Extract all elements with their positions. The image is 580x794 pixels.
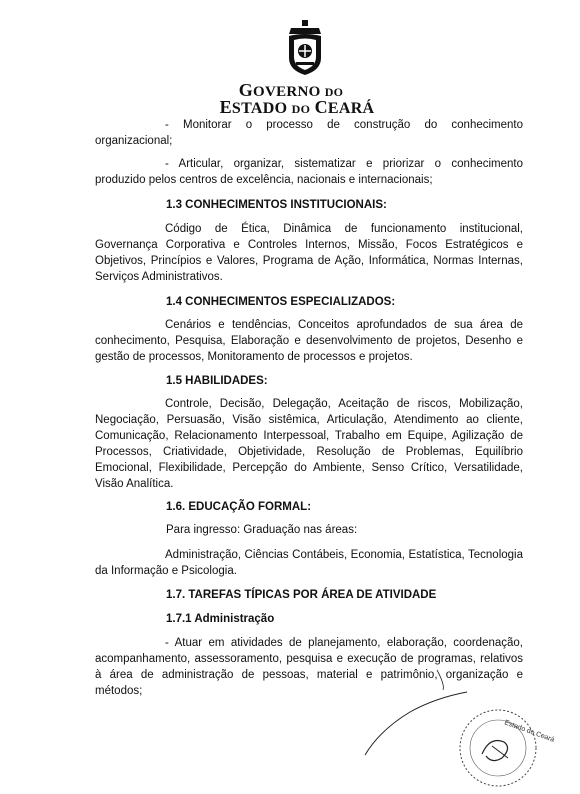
paragraph-articulate: - Articular, organizar, sistematizar e priorizar o conhecimento produzido pelos centros de excelência, nacionais e internacionais; xyxy=(95,158,523,186)
paragraph-skills: Controle, Decisão, Delegação, Aceitação de riscos, Mobilização, Negociação, Persuasão, Visão sistêmica, Articulação, Atendimento ao cliente, Comunicação, Relacionamento Interpessoal, Trabalho em Equipe, Agilização de Processos, Criatividade, Objetividade, Resolução de Problemas, Equilíbrio Emocional, Flexibilidade, Percepção do Ambiente, Senso Crítico, Versatilidade, Visão Analítica. xyxy=(95,398,523,490)
paragraph-admin-tasks: - Atuar em atividades de planejamento, elaboração, coordenação, acompanhamento, assessoramento, pesquisa e execução de programas, relativos à área de administração de pessoas, material e patrimônio, organização e métodos; xyxy=(95,637,523,697)
heading-1-4: 1.4 CONHECIMENTOS ESPECIALIZADOS: xyxy=(166,296,396,308)
heading-1-3: 1.3 CONHECIMENTOS INSTITUCIONAIS: xyxy=(166,199,387,211)
heading-1-5: 1.5 HABILIDADES: xyxy=(166,375,268,387)
paragraph-areas: Administração, Ciências Contábeis, Economia, Estatística, Tecnologia da Informação e Psicologia. xyxy=(95,549,523,577)
paragraph-monitor: - Monitorar o processo de construção do conhecimento organizacional; xyxy=(95,119,523,147)
paragraph-specialized: Cenários e tendências, Conceitos aprofundados de sua área de conhecimento, Pesquisa, Elaboração e desenvolvimento de projetos, Desenho e gestão de processos, Monitoramento de processos e projetos. xyxy=(95,319,523,363)
stamp-text: Estado do Ceará xyxy=(503,719,556,744)
government-title-line1: GOVERNO DO xyxy=(238,80,344,100)
heading-1-6: 1.6. EDUCAÇÃO FORMAL: xyxy=(166,501,312,513)
official-stamp-icon xyxy=(452,706,556,790)
paragraph-entry: Para ingresso: Graduação nas áreas: xyxy=(166,524,358,536)
heading-1-7: 1.7. TAREFAS TÍPICAS POR ÁREA DE ATIVIDADE xyxy=(166,589,437,601)
heading-1-7-1: 1.7.1 Administração xyxy=(166,613,275,625)
paragraph-institutional: Código de Ética, Dinâmica de funcionamento institucional, Governança Corporativa e Controles Internos, Missão, Focos Estratégicos e Objetivos, Princípios e Valores, Programa de Ação, Informática, Normas Internas, Serviços Administrativos. xyxy=(95,223,523,283)
government-title-line2: ESTADO DO CEARÁ xyxy=(219,97,375,117)
